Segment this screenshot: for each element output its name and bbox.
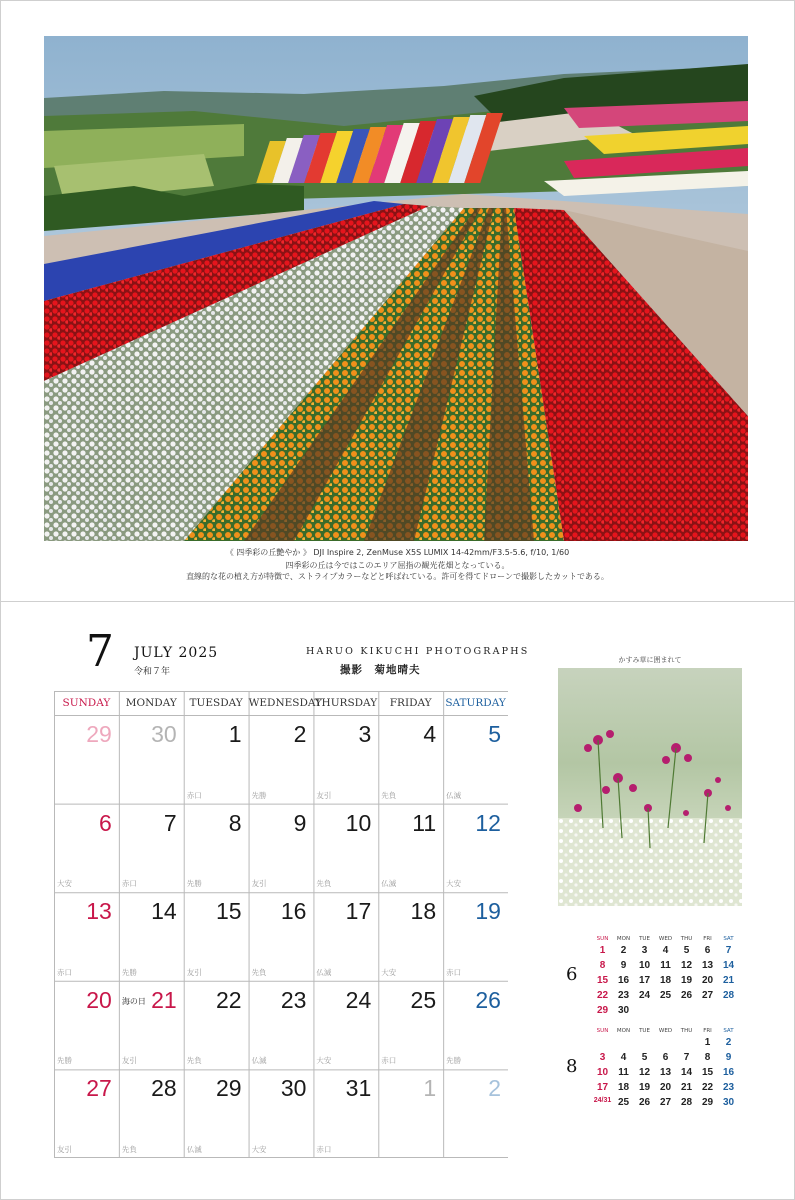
mini-day-number: 30 [722,1097,735,1108]
calendar-day-cell [119,715,184,804]
calendar-day-cell [378,804,443,893]
mini-calendar-month: 8 [566,1056,578,1077]
calendar-day-cell [378,1069,443,1158]
calendar-day-cell [184,1069,249,1158]
day-number: 5 [488,721,501,747]
calendar-day-cell [313,981,378,1070]
calendar-day-cell [184,892,249,981]
mini-weekday-header: SUN [596,1028,609,1034]
mini-day-number: 7 [683,1052,690,1063]
calendar-day-cell [249,1069,314,1158]
mini-day-number: 22 [596,990,609,1001]
mini-day-number: 13 [659,1067,672,1078]
rokuyo-label: 先負 [251,967,267,977]
mini-day-number: 16 [722,1067,735,1078]
rokuyo-label: 友引 [121,1056,137,1066]
mini-day-number: 26 [680,990,693,1001]
day-number: 29 [86,721,112,747]
day-number: 14 [151,898,177,925]
mini-weekday-header: TUE [639,936,650,942]
mini-day-number: 5 [683,945,690,956]
rokuyo-label: 先勝 [121,967,137,977]
rokuyo-label: 先勝 [186,879,202,889]
rokuyo-label: 先負 [186,1056,202,1066]
day-number: 2 [293,721,307,747]
mini-day-number: 1 [599,945,606,956]
month-name-year: JULY 2025 [134,645,219,661]
rokuyo-label: 先負 [121,1144,137,1154]
mini-day-number: 22 [701,1082,714,1093]
rokuyo-label: 友引 [186,967,202,977]
mini-day-number: 28 [722,990,735,1001]
photo-caption-title: 《 四季彩の丘艶やか 》 DJI Inspire 2, ZenMuse X5S LUMIX 14-42mm/F3.5-5.6, f/10, 1/60 [225,548,570,557]
day-number: 27 [86,1075,112,1102]
mini-day-number: 6 [704,945,711,956]
mini-day-number: 2 [620,945,627,956]
calendar-day-cell [54,981,119,1070]
mini-day-number: 3 [641,945,648,956]
calendar-day-cell [184,981,249,1070]
day-number: 29 [215,1075,242,1102]
day-number: 22 [215,986,242,1013]
mini-day-number: 13 [701,960,714,971]
calendar-day-cell [119,892,184,981]
day-number: 30 [151,721,177,747]
photographer-brand: HARUO KIKUCHI PHOTOGRAPHS [306,646,530,657]
mini-day-number: 17 [638,975,651,986]
day-number: 20 [86,986,112,1013]
calendar-day-cell [249,892,314,981]
weekday-header-thursday: THURSDAY [314,697,378,709]
rokuyo-label: 先負 [381,790,397,800]
day-number: 11 [412,809,437,836]
rokuyo-label: 赤口 [446,967,462,977]
mini-day-number: 15 [596,975,609,986]
mini-weekday-header: THU [680,1028,693,1034]
calendar-day-cell [378,981,443,1070]
mini-day-number: 4 [620,1052,627,1063]
rokuyo-label: 友引 [57,1144,72,1154]
mini-day-number: 27 [701,990,714,1001]
calendar-day-cell [54,892,119,981]
mini-day-number: 18 [617,1082,630,1093]
mini-weekday-header: FRI [703,1028,712,1034]
day-number: 7 [163,809,177,836]
calendar-day-cell [184,715,249,804]
weekday-header-tuesday: TUESDAY [189,697,243,709]
calendar-day-cell [249,981,314,1070]
mini-day-number: 11 [660,960,671,971]
day-number: 9 [293,809,307,836]
rokuyo-label: 友引 [316,790,332,800]
photo-caption-line: 四季彩の丘は今ではこのエリア屈指の観光花畑となっている。 [285,561,510,570]
day-number: 31 [345,1075,372,1102]
day-number: 16 [280,898,307,925]
day-number: 18 [410,898,437,925]
mini-day-number: 14 [680,1067,693,1078]
rokuyo-label: 友引 [251,879,267,889]
rokuyo-label: 先負 [316,879,332,889]
calendar-day-cell [443,892,508,981]
mini-day-number: 24 [638,990,651,1001]
side-photo-caption: かすみ草に囲まれて [618,656,682,664]
calendar-day-cell [249,804,314,893]
mini-day-number: 1 [704,1037,711,1048]
rokuyo-label: 大安 [57,879,72,889]
mini-day-number: 25 [659,990,672,1001]
rokuyo-label: 先勝 [446,1056,462,1066]
mini-day-number: 30 [617,1005,630,1016]
photo-caption-line: 直線的な花の植え方が特徴で、ストライプカラーなどと呼ばれている。許可を得てドローンで撮影したカットである。 [186,572,609,581]
mini-day-number: 20 [659,1082,672,1093]
day-number: 8 [228,809,242,836]
rokuyo-label: 仏滅 [251,1056,267,1066]
day-number: 6 [99,809,112,836]
mini-day-number: 27 [659,1097,672,1108]
mini-day-number: 23 [722,1082,735,1093]
calendar-day-cell [184,804,249,893]
day-number: 17 [345,898,372,925]
calendar-day-cell [378,892,443,981]
mini-day-number: 9 [725,1052,732,1063]
holiday-label: 海の日 [121,996,146,1006]
mini-weekday-header: SAT [723,936,734,942]
calendar-day-cell [119,1069,184,1158]
calendar-day-cell [313,804,378,893]
rokuyo-label: 仏滅 [446,790,462,800]
weekday-header-monday: MONDAY [125,697,177,709]
weekday-header-sunday: SUNDAY [62,697,111,709]
rokuyo-label: 大安 [316,1056,332,1066]
rokuyo-label: 仏滅 [381,879,397,889]
mini-day-number: 15 [701,1067,714,1078]
rokuyo-label: 仏滅 [186,1144,202,1154]
calendar-day-cell [54,804,119,893]
mini-day-number: 25 [617,1097,630,1108]
mini-day-number: 2 [725,1037,732,1048]
mini-weekday-header: WED [658,936,673,942]
rokuyo-label: 先勝 [57,1056,72,1066]
mini-day-number: 11 [618,1067,629,1078]
mini-day-number: 6 [662,1052,669,1063]
flower-field-photo [44,36,748,541]
day-number: 23 [280,986,307,1013]
weekday-header-friday: FRIDAY [389,697,432,709]
mini-day-number: 17 [596,1082,609,1093]
day-number: 24 [345,986,372,1013]
mini-day-number: 21 [680,1082,693,1093]
mini-day-number: 16 [617,975,630,986]
mini-day-number: 24/31 [593,1097,612,1104]
rokuyo-label: 赤口 [57,967,72,977]
calendar-day-cell [443,715,508,804]
mini-day-number: 10 [596,1067,609,1078]
calendar-day-cell [249,715,314,804]
gypsophila-flower-photo [558,668,742,906]
japanese-era-year: 令和７年 [134,667,171,677]
mini-day-number: 29 [701,1097,714,1108]
calendar-day-cell [119,804,184,893]
page-fold-line [1,601,794,602]
mini-calendar-month: 6 [566,964,578,985]
day-number: 26 [475,986,501,1013]
calendar-day-cell [54,1069,119,1158]
calendar-day-cell [54,715,119,804]
mini-day-number: 19 [638,1082,651,1093]
day-number: 28 [151,1075,177,1102]
calendar-day-cell [313,1069,378,1158]
calendar-day-cell [443,981,508,1070]
day-number: 4 [423,721,437,747]
mini-day-number: 5 [641,1052,648,1063]
day-number: 15 [215,898,242,925]
mini-day-number: 14 [722,960,735,971]
rokuyo-label: 大安 [446,879,462,889]
day-number: 30 [280,1075,307,1102]
mini-weekday-header: MON [616,1028,631,1034]
mini-day-number: 10 [638,960,651,971]
day-number: 21 [151,986,177,1013]
mini-day-number: 3 [599,1052,606,1063]
mini-day-number: 20 [701,975,714,986]
mini-day-number: 4 [662,945,669,956]
mini-weekday-header: TUE [639,1028,650,1034]
mini-day-number: 29 [596,1005,609,1016]
mini-day-number: 18 [659,975,672,986]
mini-weekday-header: WED [658,1028,673,1034]
mini-day-number: 7 [725,945,732,956]
calendar-day-cell [119,981,184,1070]
rokuyo-label: 大安 [381,967,397,977]
mini-weekday-header: SAT [723,1028,734,1034]
calendar-day-cell [378,715,443,804]
mini-day-number: 8 [599,960,606,971]
calendar-day-cell [313,715,378,804]
day-number: 1 [423,1075,437,1102]
rokuyo-label: 仏滅 [316,967,332,977]
mini-day-number: 23 [617,990,630,1001]
day-number: 25 [410,986,437,1013]
rokuyo-label: 赤口 [186,790,202,800]
mini-weekday-header: SUN [596,936,609,942]
day-number: 1 [228,721,242,747]
weekday-header-saturday: SATURDAY [445,697,506,709]
rokuyo-label: 赤口 [381,1056,397,1066]
calendar-day-cell [313,892,378,981]
mini-day-number: 28 [680,1097,693,1108]
mini-day-number: 26 [638,1097,651,1108]
rokuyo-label: 赤口 [121,879,137,889]
weekday-header-wednesday: WEDNESDAY [248,697,322,709]
rokuyo-label: 赤口 [316,1144,332,1154]
mini-day-number: 8 [704,1052,711,1063]
rokuyo-label: 先勝 [251,790,267,800]
month-calendar-grid [54,691,508,1158]
day-number: 19 [475,898,501,925]
mini-day-number: 12 [638,1067,651,1078]
day-number: 13 [86,898,112,925]
mini-day-number: 9 [620,960,627,971]
calendar-day-cell [443,804,508,893]
mini-weekday-header: FRI [703,936,712,942]
day-number: 2 [488,1075,501,1102]
day-number: 10 [345,809,372,836]
month-number: 7 [86,626,114,677]
calendar-day-cell [443,1069,508,1158]
mini-day-number: 21 [722,975,735,986]
day-number: 12 [475,809,501,836]
day-number: 3 [358,721,372,747]
mini-day-number: 12 [680,960,693,971]
mini-day-number: 19 [680,975,693,986]
rokuyo-label: 大安 [251,1144,267,1154]
mini-weekday-header: THU [680,936,693,942]
mini-weekday-header: MON [616,936,631,942]
photo-credit: 撮影 菊地晴夫 [340,664,421,676]
